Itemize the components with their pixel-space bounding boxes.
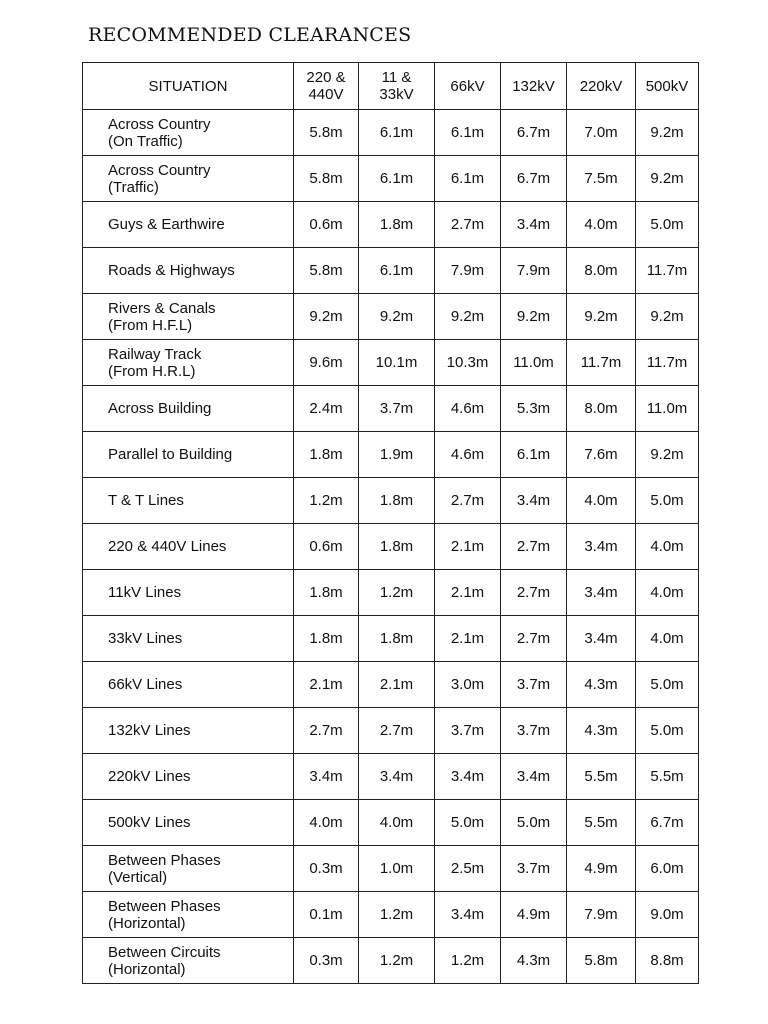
situation-cell: Between Phases (Vertical) bbox=[83, 846, 294, 892]
table-row bbox=[83, 294, 699, 340]
table-row bbox=[83, 478, 699, 524]
table-row bbox=[83, 846, 699, 892]
column-header-situation: SITUATION bbox=[83, 63, 294, 110]
situation-cell: Rivers & Canals (From H.F.L) bbox=[83, 294, 294, 340]
clearance-value-cell: 0.1m bbox=[294, 892, 359, 938]
clearance-value-cell: 11.0m bbox=[636, 386, 699, 432]
clearance-value-cell: 2.7m bbox=[501, 570, 567, 616]
column-header-500kv: 500kV bbox=[636, 63, 699, 110]
situation-cell: Between Circuits (Horizontal) bbox=[83, 938, 294, 984]
clearance-value-cell: 3.4m bbox=[435, 892, 501, 938]
table-row bbox=[83, 156, 699, 202]
clearance-value-cell: 9.6m bbox=[294, 340, 359, 386]
situation-cell: Across Country (On Traffic) bbox=[83, 110, 294, 156]
clearance-value-cell: 8.0m bbox=[567, 386, 636, 432]
clearance-value-cell: 2.7m bbox=[501, 524, 567, 570]
clearance-value-cell: 2.1m bbox=[435, 524, 501, 570]
clearance-value-cell: 2.5m bbox=[435, 846, 501, 892]
clearance-value-cell: 5.8m bbox=[567, 938, 636, 984]
situation-cell: Across Country (Traffic) bbox=[83, 156, 294, 202]
column-header-220-440v: 220 & 440V bbox=[294, 63, 359, 110]
clearance-value-cell: 1.2m bbox=[435, 938, 501, 984]
clearance-value-cell: 11.7m bbox=[567, 340, 636, 386]
clearance-value-cell: 5.0m bbox=[636, 662, 699, 708]
table-row bbox=[83, 202, 699, 248]
table-row bbox=[83, 110, 699, 156]
clearance-value-cell: 6.7m bbox=[501, 110, 567, 156]
clearance-value-cell: 10.1m bbox=[359, 340, 435, 386]
clearance-value-cell: 4.0m bbox=[636, 524, 699, 570]
clearance-value-cell: 7.9m bbox=[567, 892, 636, 938]
clearance-value-cell: 3.4m bbox=[435, 754, 501, 800]
table-row bbox=[83, 340, 699, 386]
clearances-table bbox=[82, 62, 699, 984]
clearance-value-cell: 6.0m bbox=[636, 846, 699, 892]
clearance-value-cell: 3.4m bbox=[359, 754, 435, 800]
clearance-value-cell: 5.8m bbox=[294, 248, 359, 294]
clearance-value-cell: 5.0m bbox=[501, 800, 567, 846]
column-header-132kv: 132kV bbox=[501, 63, 567, 110]
clearance-value-cell: 11.7m bbox=[636, 248, 699, 294]
clearance-value-cell: 3.4m bbox=[501, 478, 567, 524]
situation-cell: 11kV Lines bbox=[83, 570, 294, 616]
table-row bbox=[83, 892, 699, 938]
clearance-value-cell: 2.1m bbox=[294, 662, 359, 708]
table-row bbox=[83, 432, 699, 478]
clearance-value-cell: 3.7m bbox=[501, 708, 567, 754]
clearance-value-cell: 1.0m bbox=[359, 846, 435, 892]
table-row bbox=[83, 248, 699, 294]
clearance-value-cell: 7.6m bbox=[567, 432, 636, 478]
clearance-value-cell: 4.6m bbox=[435, 386, 501, 432]
clearance-value-cell: 9.2m bbox=[636, 156, 699, 202]
situation-cell: 500kV Lines bbox=[83, 800, 294, 846]
clearance-value-cell: 6.1m bbox=[359, 248, 435, 294]
clearance-value-cell: 11.0m bbox=[501, 340, 567, 386]
clearance-value-cell: 3.4m bbox=[567, 570, 636, 616]
clearance-value-cell: 6.1m bbox=[501, 432, 567, 478]
clearance-value-cell: 5.5m bbox=[567, 754, 636, 800]
clearance-value-cell: 4.0m bbox=[567, 202, 636, 248]
situation-cell: 33kV Lines bbox=[83, 616, 294, 662]
table-row bbox=[83, 708, 699, 754]
table-row bbox=[83, 386, 699, 432]
clearance-value-cell: 4.0m bbox=[359, 800, 435, 846]
table-row bbox=[83, 524, 699, 570]
table-row bbox=[83, 754, 699, 800]
clearance-value-cell: 3.7m bbox=[501, 662, 567, 708]
clearance-value-cell: 9.2m bbox=[636, 432, 699, 478]
clearance-value-cell: 6.1m bbox=[435, 156, 501, 202]
clearance-value-cell: 3.4m bbox=[567, 616, 636, 662]
clearance-value-cell: 1.8m bbox=[294, 570, 359, 616]
clearance-value-cell: 9.0m bbox=[636, 892, 699, 938]
clearance-value-cell: 9.2m bbox=[567, 294, 636, 340]
clearance-value-cell: 3.4m bbox=[294, 754, 359, 800]
situation-cell: Across Building bbox=[83, 386, 294, 432]
clearance-value-cell: 6.7m bbox=[636, 800, 699, 846]
clearance-value-cell: 2.4m bbox=[294, 386, 359, 432]
situation-cell: Between Phases (Horizontal) bbox=[83, 892, 294, 938]
clearance-value-cell: 3.7m bbox=[501, 846, 567, 892]
clearance-value-cell: 7.9m bbox=[435, 248, 501, 294]
clearance-value-cell: 0.3m bbox=[294, 846, 359, 892]
clearance-value-cell: 3.7m bbox=[435, 708, 501, 754]
clearance-value-cell: 10.3m bbox=[435, 340, 501, 386]
table-row bbox=[83, 616, 699, 662]
clearance-value-cell: 4.6m bbox=[435, 432, 501, 478]
situation-cell: 220kV Lines bbox=[83, 754, 294, 800]
clearance-value-cell: 1.8m bbox=[294, 432, 359, 478]
situation-cell: 132kV Lines bbox=[83, 708, 294, 754]
clearance-value-cell: 9.2m bbox=[294, 294, 359, 340]
clearance-value-cell: 1.2m bbox=[359, 892, 435, 938]
clearance-value-cell: 3.4m bbox=[501, 202, 567, 248]
clearance-value-cell: 3.4m bbox=[501, 754, 567, 800]
clearance-value-cell: 0.3m bbox=[294, 938, 359, 984]
table-row bbox=[83, 570, 699, 616]
clearance-value-cell: 7.9m bbox=[501, 248, 567, 294]
clearance-value-cell: 5.3m bbox=[501, 386, 567, 432]
situation-cell: Roads & Highways bbox=[83, 248, 294, 294]
clearance-value-cell: 4.9m bbox=[501, 892, 567, 938]
situation-cell: 220 & 440V Lines bbox=[83, 524, 294, 570]
clearance-value-cell: 0.6m bbox=[294, 524, 359, 570]
clearance-value-cell: 6.7m bbox=[501, 156, 567, 202]
clearance-value-cell: 1.8m bbox=[359, 202, 435, 248]
clearance-value-cell: 9.2m bbox=[359, 294, 435, 340]
clearance-value-cell: 5.0m bbox=[636, 708, 699, 754]
clearance-value-cell: 9.2m bbox=[435, 294, 501, 340]
situation-cell: Railway Track (From H.R.L) bbox=[83, 340, 294, 386]
clearance-value-cell: 4.0m bbox=[636, 616, 699, 662]
situation-cell: 66kV Lines bbox=[83, 662, 294, 708]
clearance-value-cell: 4.0m bbox=[294, 800, 359, 846]
column-header-66kv: 66kV bbox=[435, 63, 501, 110]
clearance-value-cell: 3.7m bbox=[359, 386, 435, 432]
clearance-value-cell: 1.8m bbox=[294, 616, 359, 662]
clearance-value-cell: 3.4m bbox=[567, 524, 636, 570]
clearance-value-cell: 1.8m bbox=[359, 478, 435, 524]
clearance-value-cell: 1.2m bbox=[294, 478, 359, 524]
clearance-value-cell: 1.2m bbox=[359, 570, 435, 616]
clearance-value-cell: 2.7m bbox=[359, 708, 435, 754]
clearance-value-cell: 8.0m bbox=[567, 248, 636, 294]
clearance-value-cell: 8.8m bbox=[636, 938, 699, 984]
clearance-value-cell: 9.2m bbox=[501, 294, 567, 340]
clearance-value-cell: 0.6m bbox=[294, 202, 359, 248]
situation-cell: Parallel to Building bbox=[83, 432, 294, 478]
clearance-value-cell: 4.0m bbox=[636, 570, 699, 616]
clearance-value-cell: 4.3m bbox=[567, 662, 636, 708]
clearance-value-cell: 4.0m bbox=[567, 478, 636, 524]
table-row bbox=[83, 662, 699, 708]
clearance-value-cell: 5.0m bbox=[636, 202, 699, 248]
clearance-value-cell: 1.2m bbox=[359, 938, 435, 984]
clearance-value-cell: 1.8m bbox=[359, 616, 435, 662]
clearance-value-cell: 5.0m bbox=[435, 800, 501, 846]
table-row bbox=[83, 938, 699, 984]
clearance-value-cell: 7.0m bbox=[567, 110, 636, 156]
page-title: RECOMMENDED CLEARANCES bbox=[88, 24, 412, 46]
clearance-value-cell: 9.2m bbox=[636, 110, 699, 156]
table-row bbox=[83, 800, 699, 846]
clearance-value-cell: 11.7m bbox=[636, 340, 699, 386]
clearance-value-cell: 9.2m bbox=[636, 294, 699, 340]
clearance-value-cell: 3.0m bbox=[435, 662, 501, 708]
clearance-value-cell: 6.1m bbox=[435, 110, 501, 156]
clearance-value-cell: 1.8m bbox=[359, 524, 435, 570]
clearance-value-cell: 2.1m bbox=[435, 616, 501, 662]
clearance-value-cell: 2.7m bbox=[435, 478, 501, 524]
column-header-11-33kv: 11 & 33kV bbox=[359, 63, 435, 110]
clearance-value-cell: 2.7m bbox=[294, 708, 359, 754]
clearance-value-cell: 6.1m bbox=[359, 110, 435, 156]
clearance-value-cell: 5.5m bbox=[567, 800, 636, 846]
clearance-value-cell: 2.7m bbox=[501, 616, 567, 662]
clearance-value-cell: 4.3m bbox=[567, 708, 636, 754]
clearance-value-cell: 5.8m bbox=[294, 156, 359, 202]
clearance-value-cell: 5.5m bbox=[636, 754, 699, 800]
clearance-value-cell: 4.3m bbox=[501, 938, 567, 984]
clearance-value-cell: 7.5m bbox=[567, 156, 636, 202]
situation-cell: T & T Lines bbox=[83, 478, 294, 524]
header-row bbox=[83, 63, 699, 110]
column-header-220kv: 220kV bbox=[567, 63, 636, 110]
clearance-value-cell: 2.7m bbox=[435, 202, 501, 248]
table-body bbox=[83, 110, 699, 984]
clearance-value-cell: 6.1m bbox=[359, 156, 435, 202]
clearance-value-cell: 5.8m bbox=[294, 110, 359, 156]
clearance-value-cell: 2.1m bbox=[359, 662, 435, 708]
clearance-value-cell: 2.1m bbox=[435, 570, 501, 616]
clearance-value-cell: 1.9m bbox=[359, 432, 435, 478]
situation-cell: Guys & Earthwire bbox=[83, 202, 294, 248]
clearance-value-cell: 5.0m bbox=[636, 478, 699, 524]
clearance-value-cell: 4.9m bbox=[567, 846, 636, 892]
